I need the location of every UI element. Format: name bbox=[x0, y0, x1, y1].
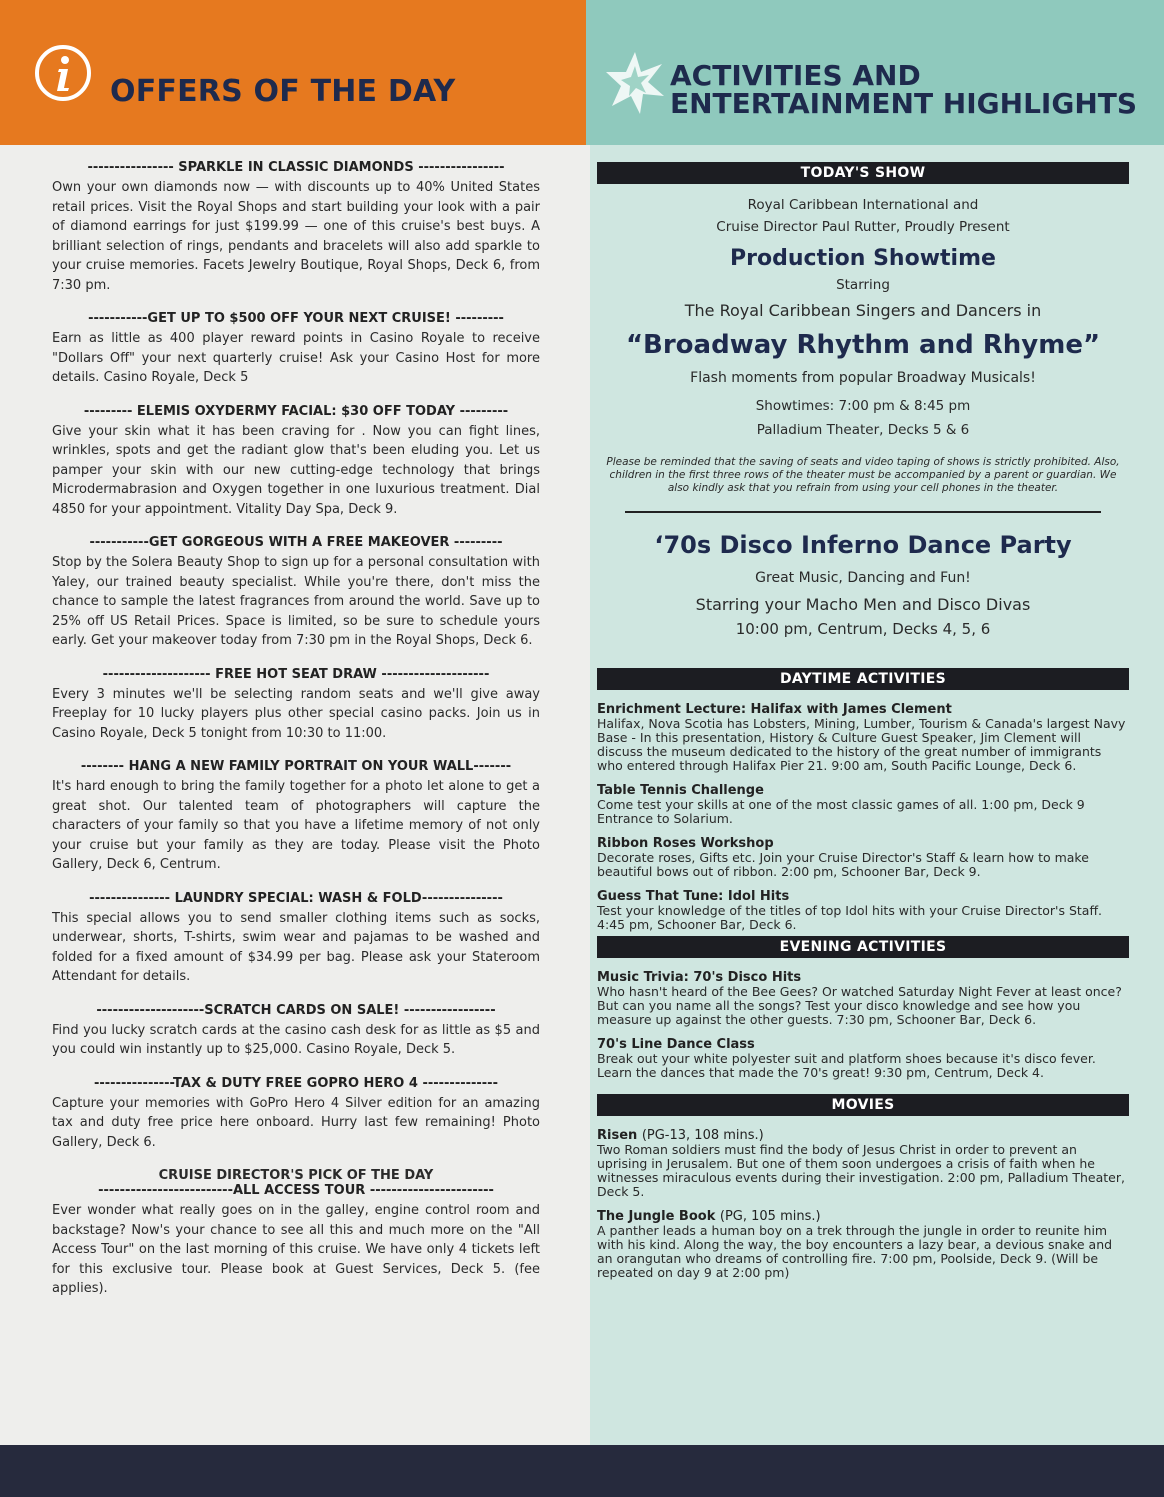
show-intro-line2: Cruise Director Paul Rutter, Proudly Present bbox=[716, 219, 1010, 235]
offers-column bbox=[52, 160, 540, 1315]
offer-laundry bbox=[52, 891, 540, 987]
offer-title: -------------------- FREE HOT SEAT DRAW -------------------- bbox=[102, 666, 490, 682]
offer-gopro bbox=[52, 1076, 540, 1153]
show-venue: Palladium Theater, Decks 5 & 6 bbox=[756, 422, 970, 438]
activity-title: Music Trivia: 70's Disco Hits bbox=[597, 970, 802, 985]
movie-title: Risen bbox=[597, 1128, 638, 1143]
activity-title: Ribbon Roses Workshop bbox=[597, 836, 774, 851]
offer-body: Capture your memories with GoPro Hero 4 Silver edition for an amazing tax and duty free price here onboard. Hurry last few remaining! Photo Gallery, Deck 6. bbox=[52, 1095, 540, 1150]
movie-rating: (PG, 105 mins.) bbox=[719, 1209, 821, 1224]
offer-diamonds bbox=[52, 160, 540, 295]
offer-title: --------------- LAUNDRY SPECIAL: WASH & FOLD--------------- bbox=[89, 890, 503, 906]
show-intro-line1: Royal Caribbean International and bbox=[747, 197, 979, 213]
disco-party-line3: 10:00 pm, Centrum, Decks 4, 5, 6 bbox=[735, 620, 991, 638]
movie-body: Two Roman soldiers must find the body of Jesus Christ in order to prevent an uprising in Jerusalem. But one of them soon undergoes a crisis of faith when he witnesses miraculous events during their investigation. 2:00 pm, Palladium Theater, Deck 5. bbox=[597, 1142, 1125, 1199]
show-title: Production Showtime bbox=[730, 246, 996, 271]
offer-title: -------- HANG A NEW FAMILY PORTRAIT ON YOUR WALL------- bbox=[80, 759, 512, 774]
activities-title-line1: ACTIVITIES AND bbox=[670, 59, 921, 92]
activity-item bbox=[597, 970, 1129, 1027]
disco-party-line1: Great Music, Dancing and Fun! bbox=[755, 570, 971, 586]
movie-item bbox=[597, 1209, 1129, 1280]
offer-hot-seat bbox=[52, 667, 540, 744]
activity-body: Who hasn't heard of the Bee Gees? Or watched Saturday Night Fever at least once? But can you name all the songs? Test your disco knowledge and see how you measure up against the other guests. 7:30 pm, Schooner Bar, Deck 6. bbox=[597, 984, 1122, 1027]
offer-body: This special allows you to send smaller clothing items such as socks, underwear, shorts, T-shirts, swim wear and pajamas to be washed and folded for a fixed amount of $34.99 per bag. Please ask your Stateroom Attendant for details. bbox=[52, 910, 540, 984]
activity-title: Guess That Tune: Idol Hits bbox=[597, 889, 790, 904]
offers-title: OFFERS OF THE DAY bbox=[110, 74, 456, 109]
movies-bar: MOVIES bbox=[597, 1094, 1129, 1116]
movie-rating: (PG-13, 108 mins.) bbox=[641, 1128, 764, 1143]
offer-family-portrait bbox=[52, 759, 540, 875]
movie-title: The Jungle Book bbox=[597, 1209, 716, 1224]
offer-next-cruise bbox=[52, 311, 540, 388]
star-burst-icon bbox=[604, 50, 666, 116]
movie-item bbox=[597, 1128, 1129, 1199]
activity-item bbox=[597, 783, 1129, 826]
activity-body: Break out your white polyester suit and platform shoes because it's disco fever. Learn the dances that made the 70's great! 9:30 pm, Centrum, Deck 4. bbox=[597, 1051, 1096, 1080]
offer-body: Every 3 minutes we'll be selecting random seats and we'll give away Freeplay for 10 lucky players plus other special casino packs. Join us in Casino Royale, Deck 5 tonight from 10:30 to 11:00. bbox=[52, 686, 540, 741]
activity-title: Enrichment Lecture: Halifax with James Clement bbox=[597, 702, 952, 717]
activity-body: Come test your skills at one of the most classic games of all. 1:00 pm, Deck 9 Entrance to Solarium. bbox=[597, 797, 1085, 826]
offer-scratch-cards bbox=[52, 1003, 540, 1060]
offer-title: -------------------------ALL ACCESS TOUR ----------------------- bbox=[98, 1183, 494, 1198]
offer-title: ---------------- SPARKLE IN CLASSIC DIAMONDS ---------------- bbox=[87, 160, 505, 175]
activity-item bbox=[597, 1037, 1129, 1080]
evening-activities-bar: EVENING ACTIVITIES bbox=[597, 936, 1129, 958]
directors-pick-heading: CRUISE DIRECTOR'S PICK OF THE DAY bbox=[158, 1168, 434, 1183]
offer-body: Own your own diamonds now — with discounts up to 40% United States retail prices. Visit the Royal Shops and start building your look with a pair of diamond earrings for just $199.99 — one of this cruise's best buys. A brilliant selection of rings, pendants and bracelets will also add sparkle to your cruise memories. Facets Jewelry Boutique, Royal Shops, Deck 6, from 7:30 pm. bbox=[52, 180, 540, 293]
activities-title-line2: ENTERTAINMENT HIGHLIGHTS bbox=[670, 87, 1138, 120]
disco-party-line2: Starring your Macho Men and Disco Divas bbox=[695, 595, 1031, 614]
movie-body: A panther leads a human boy on a trek through the jungle in order to reunite him with his kind. Along the way, the boy encounters a lazy bear, a devious snake and an orangutan who dreams of controlling fire. 7:00 pm, Poolside, Deck 9. (Will be repeated on day 9 at 2:00 pm) bbox=[597, 1223, 1113, 1280]
divider bbox=[625, 511, 1101, 513]
show-starring: Starring bbox=[836, 277, 890, 293]
show-note: Please be reminded that the saving of seats and video taping of shows is strictly prohibited. Also, children in the first three rows of the theater must be accompanied by a parent or guardian. We also kindly ask that you refrain from using your cell phones in the theater. bbox=[606, 456, 1120, 494]
offer-body: Ever wonder what really goes on in the galley, engine control room and backstage? Now's your chance to see all this and much more on the "All Access Tour" on the last morning of this cruise. We have only 4 tickets left for this exclusive tour. Please book at Guest Services, Deck 5. (fee applies). bbox=[52, 1203, 540, 1296]
offer-body: Give your skin what it has been craving for . Now you can fight lines, wrinkles, spots and get the radiant glow that's been eluding you. Let us pamper your skin with our new cutting-edge technology that brings Microdermabrasion and Oxygen together in one luxurious treatment. Dial 4850 for your appointment. Vitality Day Spa, Deck 9. bbox=[52, 423, 540, 517]
directors-pick bbox=[52, 1168, 540, 1299]
todays-show-bar: TODAY'S SHOW bbox=[597, 162, 1129, 184]
offer-title: --------------------SCRATCH CARDS ON SALE! ----------------- bbox=[96, 1002, 496, 1018]
bottom-band bbox=[0, 1445, 1164, 1497]
activity-body: Test your knowledge of the titles of top Idol hits with your Cruise Director's Staff. 4:45 pm, Schooner Bar, Deck 6. bbox=[597, 903, 1103, 932]
info-icon bbox=[34, 44, 92, 102]
show-description: Flash moments from popular Broadway Musicals! bbox=[690, 370, 1036, 386]
offer-title: -----------GET GORGEOUS WITH A FREE MAKEOVER --------- bbox=[89, 535, 503, 550]
offer-makeover bbox=[52, 535, 540, 651]
activities-title bbox=[670, 59, 1138, 120]
offer-body: Find you lucky scratch cards at the casino cash desk for as little as $5 and you could win instantly up to $25,000. Casino Royale, Deck 5. bbox=[52, 1022, 540, 1057]
activity-body: Decorate roses, Gifts etc. Join your Cruise Director's Staff & learn how to make beautiful bows out of ribbon. 2:00 pm, Schooner Bar, Deck 9. bbox=[597, 850, 1089, 879]
offer-body: Stop by the Solera Beauty Shop to sign up for a personal consultation with Yaley, our trained beauty specialist. While you're there, don't miss the chance to sample the latest fragrances from around the world. Save up to 25% off US Retail Prices. Space is limited, so be sure to schedule yours early. Get your makeover today from 7:30 pm in the Royal Shops, Deck 6. bbox=[52, 555, 540, 648]
activity-title: 70's Line Dance Class bbox=[597, 1037, 755, 1052]
activity-item bbox=[597, 836, 1129, 879]
activity-body: Halifax, Nova Scotia has Lobsters, Mining, Lumber, Tourism & Canada's largest Navy Base - In this presentation, History & Culture Guest Speaker, Jim Clement will discuss the museum dedicated to the history of the great number of immigrants who entered through Halifax Pier 21. 9:00 am, South Pacific Lounge, Deck 6. bbox=[597, 716, 1126, 773]
offer-title: ---------------TAX & DUTY FREE GOPRO HERO 4 -------------- bbox=[94, 1075, 498, 1091]
offer-body: It's hard enough to bring the family together for a photo let alone to get a great shot. Our talented team of photographers will capture the characters of your family so that you have a lifetime memory of not only your cruise but your family as they are today. Please visit the Photo Gallery, Deck 6, Centrum. bbox=[52, 779, 540, 872]
movie-title-line bbox=[597, 1128, 1129, 1143]
show-times bbox=[597, 394, 1129, 442]
movie-title-line bbox=[597, 1209, 1129, 1224]
disco-party-title: ‘70s Disco Inferno Dance Party bbox=[654, 531, 1072, 559]
daytime-activities-bar: DAYTIME ACTIVITIES bbox=[597, 668, 1129, 690]
show-performers: The Royal Caribbean Singers and Dancers in bbox=[684, 301, 1042, 320]
activity-title: Table Tennis Challenge bbox=[597, 783, 764, 798]
offer-body: Earn as little as 400 player reward points in Casino Royale to receive "Dollars Off" your next quarterly cruise! Ask your Casino Host for more details. Casino Royale, Deck 5 bbox=[52, 331, 540, 385]
offer-title: -----------GET UP TO $500 OFF YOUR NEXT CRUISE! --------- bbox=[88, 311, 504, 326]
offer-facial bbox=[52, 404, 540, 520]
activities-column bbox=[597, 162, 1129, 1280]
show-name: “Broadway Rhythm and Rhyme” bbox=[625, 330, 1101, 360]
showtimes: Showtimes: 7:00 pm & 8:45 pm bbox=[755, 398, 971, 414]
show-intro bbox=[597, 194, 1129, 238]
offer-title: --------- ELEMIS OXYDERMY FACIAL: $30 OFF TODAY --------- bbox=[83, 403, 509, 419]
activity-item bbox=[597, 889, 1129, 932]
activity-item bbox=[597, 702, 1129, 773]
